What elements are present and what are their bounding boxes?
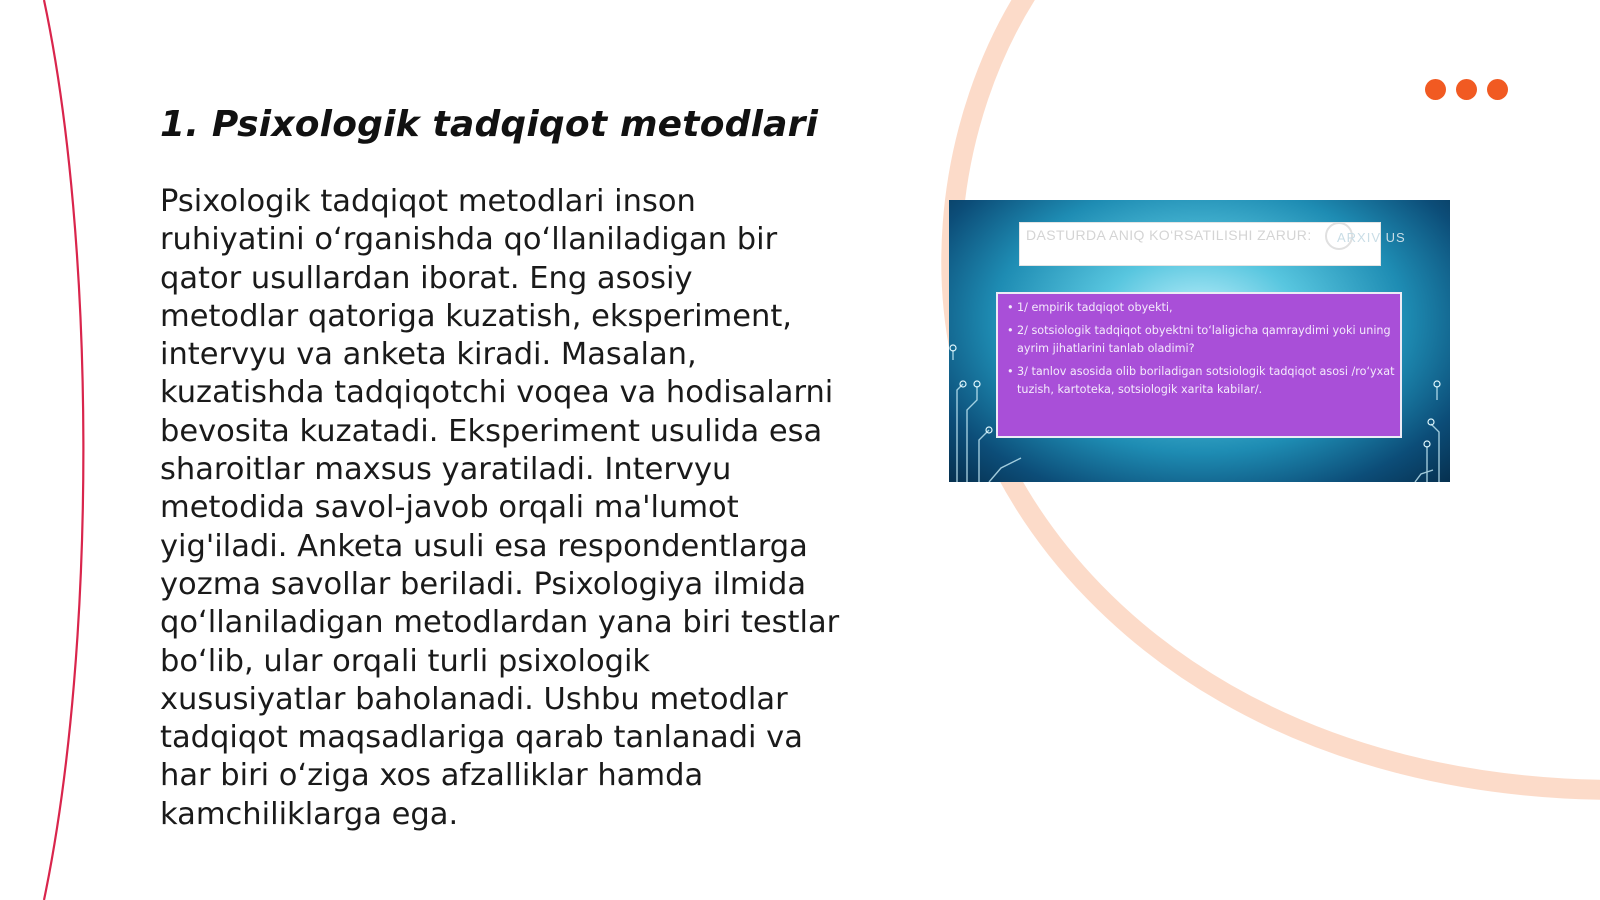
slide-thumbnail-image <box>949 200 1450 482</box>
orange-dot-icon <box>1456 79 1477 100</box>
thumbnail-side-label: ARXIV US <box>1337 230 1406 245</box>
thumbnail-bullet-1: • 1/ empirik tadqiqot obyekti, <box>1017 299 1395 317</box>
thumbnail-bullet-3: • 3/ tanlov asosida olib boriladigan sotsiologik tadqiqot asosi /ro‘yxat tuzish, kartoteka, sotsiologik xarita kabilar/. <box>1017 363 1395 399</box>
orange-dot-icon <box>1487 79 1508 100</box>
decorative-dots <box>1425 79 1508 100</box>
thumbnail-bullet-box <box>996 292 1402 438</box>
orange-dot-icon <box>1425 79 1446 100</box>
slide-body-text: Psixologik tadqiqot metodlari inson ruhiyatini o‘rganishda qo‘llaniladigan bir qator usullardan iborat. Eng asosiy metodlar qatoriga kuzatish, eksperiment, intervyu va anketa kiradi. Masalan, kuzatishda tadqiqotchi voqea va hodisalarni bevosita kuzatadi. Eksperiment usulida esa sharoitlar maxsus yaratiladi. Intervyu metodida savol-javob orqali ma'lumot yig'iladi. Anketa usuli esa respondentlarga yozma savollar beriladi. Psixologiya ilmida qo‘llaniladigan metodlardan yana biri testlar bo‘lib, ular orqali turli psixologik xususiyatlar baholanadi. Ushbu metodlar tadqiqot maqsadlariga qarab tanlanadi va har biri o‘ziga xos afzalliklar hamda kamchiliklarga ega. <box>160 184 840 832</box>
slide-title: 1. Psixologik tadqiqot metodlari <box>160 104 819 145</box>
thumbnail-bullet-2: • 2/ sotsiologik tadqiqot obyektni to‘laligicha qamraydimi yoki uning ayrim jihatlarini tanlab oladimi? <box>1017 322 1395 358</box>
thumbnail-title: DASTURDA ANIQ KO‘RSATILISHI ZARUR: <box>1019 222 1381 266</box>
left-red-line <box>44 0 83 900</box>
thumbnail-bullet-list <box>1003 299 1395 399</box>
